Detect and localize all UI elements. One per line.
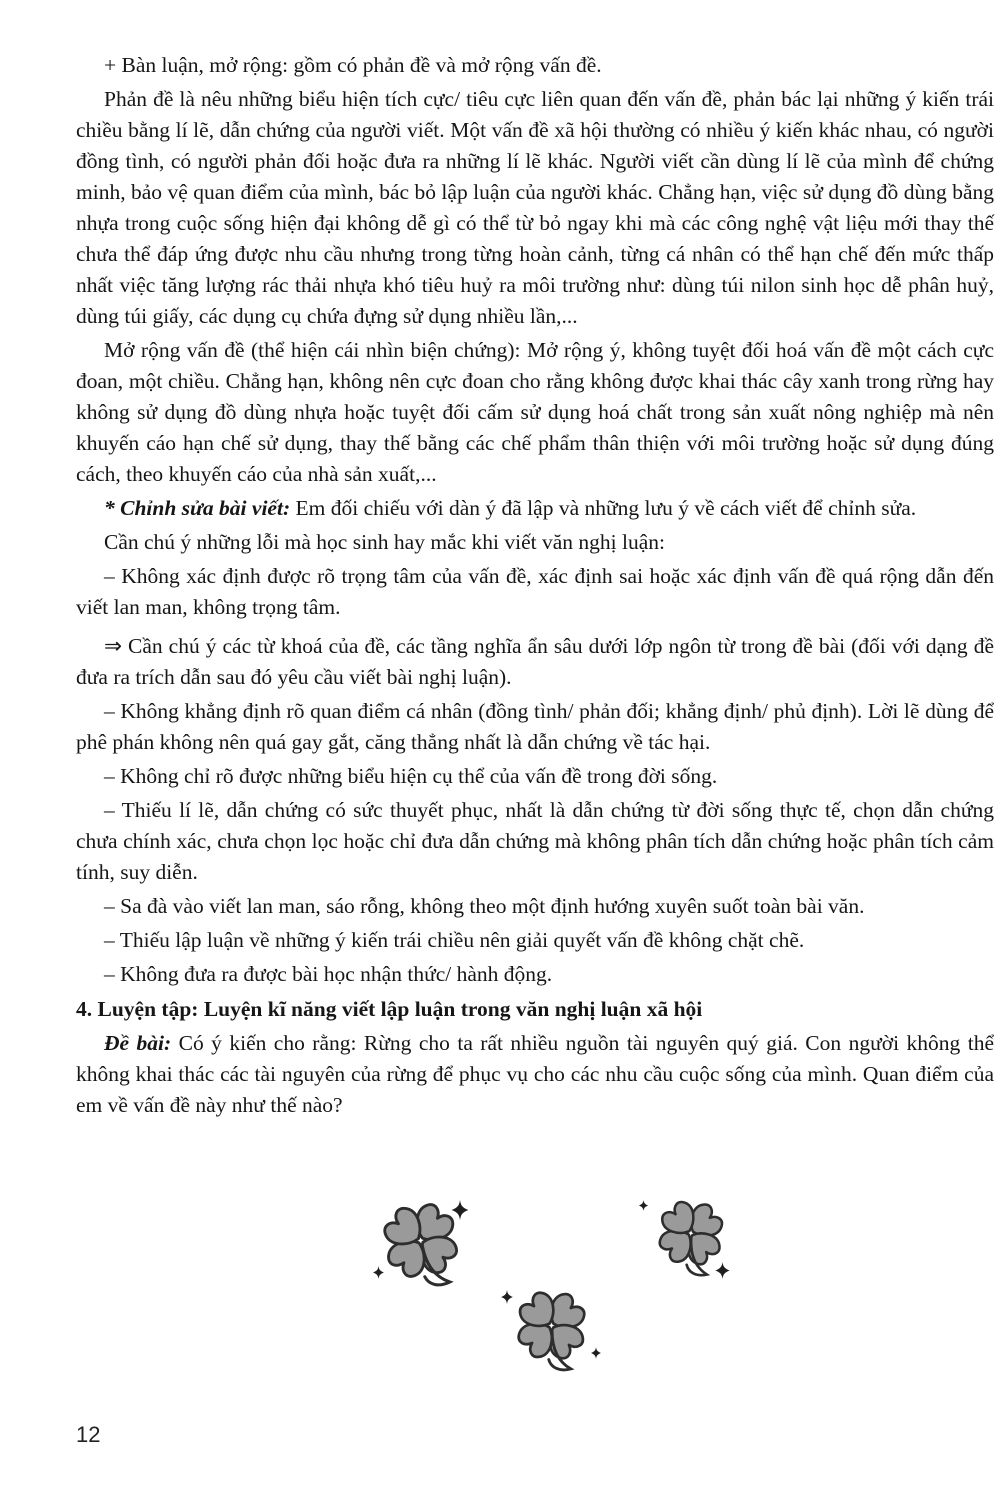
- list-item-khong-dua-ra: – Không đưa ra được bài học nhận thức/ hành động.: [104, 962, 553, 986]
- list-item-thieu-lap-luan: – Thiếu lập luận về những ý kiến trái chiều nên giải quyết vấn đề không chặt chẽ.: [104, 928, 805, 952]
- clover-icon: [503, 1282, 598, 1388]
- sparkle-icon: [450, 1200, 470, 1225]
- sparkle-icon: [638, 1198, 649, 1216]
- sparkle-icon: [372, 1266, 385, 1284]
- list-item-khong-xac-dinh: – Không xác định được rõ trọng tâm của vấn đề, xác định sai hoặc xác định vấn đề quá rộng dẫn đến viết lan man, không trọng tâm.: [76, 564, 994, 619]
- paragraph-can-chu-y-loi: Cần chú ý những lỗi mà học sinh hay mắc khi viết văn nghị luận:: [104, 530, 665, 554]
- list-item-sa-da: – Sa đà vào viết lan man, sáo rỗng, không theo một định hướng xuyên suốt toàn bài văn.: [104, 894, 865, 918]
- paragraph-text-de-bai: Có ý kiến cho rằng: Rừng cho ta rất nhiều nguồn tài nguyên quý giá. Con người không thể không khai thác các tài nguyên của rừng để phục vụ cho các nhu cầu cuộc sống của mình. Quan điểm của em về vấn đề này như thế nào?: [76, 1031, 994, 1117]
- list-item-thieu-li-le: – Thiếu lí lẽ, dẫn chứng có sức thuyết phục, nhất là dẫn chứng từ đời sống thực tế, chọn dẫn chứng chưa chính xác, chưa chọn lọc hoặc chỉ đưa dẫn chứng mà không phân tích dẫn chứng hoặc phân tích cảm tính, suy diễn.: [76, 798, 994, 884]
- note-tu-khoa: ⇒ Cần chú ý các từ khoá của đề, các tầng nghĩa ẩn sâu dưới lớp ngôn từ trong đề bài (đối với dạng đề đưa ra trích dẫn sau đó yêu cầu viết bài nghị luận).: [76, 634, 994, 689]
- paragraph-chinh-sua: [76, 493, 994, 524]
- page-content: [76, 50, 994, 1124]
- sparkle-icon: [714, 1262, 731, 1284]
- paragraph-mo-rong: Mở rộng vấn đề (thể hiện cái nhìn biện chứng): Mở rộng ý, không tuyệt đối hoá vấn đề một cách cực đoan, một chiều. Chẳng hạn, không nên cực đoan cho rằng không được khai thác cây xanh trong rừng hay không sử dụng đồ dùng nhựa hoặc tuyệt đối cấm sử dụng hoá chất trong sản xuất nông nghiệp mà nên khuyến cáo hạn chế sử dụng, thay thế bằng các chế phẩm thân thiện với môi trường hoặc sử dụng đúng cách, theo khuyến cáo của nhà sản xuất,...: [76, 338, 994, 486]
- list-item-khong-khang-dinh: – Không khẳng định rõ quan điểm cá nhân (đồng tình/ phản đối; khẳng định/ phủ định). Lời lẽ dùng để phê phán không nên quá gay gắt, căng thẳng nhất là dẫn chứng về tác hại.: [76, 699, 994, 754]
- paragraph-ban-luan: + Bàn luận, mở rộng: gồm có phản đề và mở rộng vấn đề.: [104, 53, 602, 77]
- paragraph-phan-de: Phản đề là nêu những biểu hiện tích cực/ tiêu cực liên quan đến vấn đề, phản bác lại những ý kiến trái chiều bằng lí lẽ, dẫn chứng của người viết. Một vấn đề xã hội thường có nhiều ý kiến khác nhau, có người đồng tình, có người phản đối hoặc đưa ra những lí lẽ khác. Người viết cần dùng lí lẽ của mình để chứng minh, bảo vệ quan điểm của mình, bác bỏ lập luận của người khác. Chẳng hạn, việc sử dụng đồ dùng bằng nhựa trong cuộc sống hiện đại không dễ gì có thể từ bỏ ngay khi mà các công nghệ vật liệu mới thay thế chưa thể đáp ứng được nhu cầu nhưng trong từng hoàn cảnh, từng cá nhân có thể hạn chế đến mức thấp nhất việc tăng lượng rác thải nhựa khó tiêu huỷ ra môi trường như: dùng túi nilon sinh học dễ phân huỷ, dùng túi giấy, các dụng cụ chứa đựng sử dụng nhiều lần,...: [76, 87, 994, 328]
- sparkle-icon: [500, 1290, 514, 1309]
- sparkle-icon: [590, 1346, 602, 1364]
- list-item-khong-chi-ro: – Không chỉ rõ được những biểu hiện cụ thể của vấn đề trong đời sống.: [104, 764, 718, 788]
- section-heading-luyen-tap: 4. Luyện tập: Luyện kĩ năng viết lập luận trong văn nghị luận xã hội: [76, 997, 703, 1021]
- page-number: 12: [76, 1422, 101, 1447]
- paragraph-lead-de-bai: Đề bài:: [104, 1031, 172, 1055]
- paragraph-de-bai: [76, 1028, 994, 1121]
- paragraph-text-chinh-sua: Em đối chiếu với dàn ý đã lập và những lưu ý về cách viết để chỉnh sửa.: [295, 496, 917, 520]
- paragraph-lead-chinh-sua: * Chỉnh sửa bài viết:: [104, 496, 291, 520]
